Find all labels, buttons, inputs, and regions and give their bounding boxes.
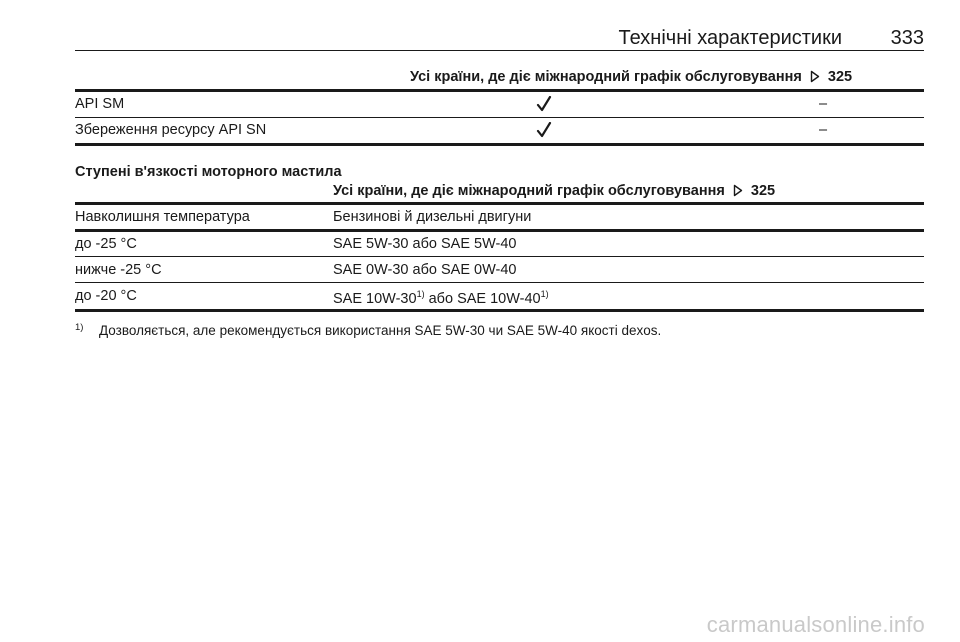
oil-grade-b: або SAE 10W-40 bbox=[424, 291, 541, 307]
oil-grade-a: SAE 10W-30 bbox=[333, 291, 417, 307]
table-cell-oil: SAE 5W-30 або SAE 5W-40 bbox=[333, 236, 517, 252]
page-number: 333 bbox=[890, 27, 924, 49]
watermark: carmanualsonline.info bbox=[706, 612, 925, 637]
page-reference-arrow-icon bbox=[810, 70, 820, 83]
table-cell-dash: – bbox=[819, 96, 828, 112]
table-bottom-rule bbox=[75, 309, 924, 312]
footnote-ref: 1) bbox=[416, 289, 425, 299]
footnote-text: Дозволяється, але рекомендується використання SAE 5W-30 чи SAE 5W-40 якості dexos. bbox=[99, 323, 662, 338]
manual-page bbox=[75, 0, 924, 642]
table-caption-text: Усі країни, де діє міжнародний графік обслуговування bbox=[333, 183, 725, 199]
table-cell-temperature: до -20 °C bbox=[75, 288, 137, 304]
page-title: Технічні характеристики bbox=[618, 27, 842, 49]
table-top-rule bbox=[75, 89, 924, 92]
table-cell-temperature: до -25 °C bbox=[75, 236, 137, 252]
table-caption bbox=[333, 182, 775, 200]
page-reference-link[interactable]: 325 bbox=[827, 69, 853, 85]
column-header-temperature: Навколишня температура bbox=[75, 209, 250, 225]
page-header bbox=[75, 24, 924, 51]
table-row-label: API SM bbox=[75, 96, 125, 112]
page-reference-link[interactable]: 325 bbox=[750, 183, 776, 199]
table-caption-text: Усі країни, де діє міжнародний графік обслуговування bbox=[410, 69, 802, 85]
checkmark-icon bbox=[536, 122, 552, 138]
section-title: Ступені в'язкості моторного мастила bbox=[75, 164, 342, 180]
table-cell-temperature: нижче -25 °C bbox=[75, 262, 162, 278]
row-divider bbox=[75, 256, 924, 257]
table-top-rule bbox=[75, 202, 924, 205]
table-cell-oil bbox=[333, 290, 549, 308]
table-bottom-rule bbox=[75, 143, 924, 146]
row-divider bbox=[75, 282, 924, 283]
checkmark-icon bbox=[536, 96, 552, 112]
footnote-ref: 1) bbox=[540, 289, 549, 299]
table-row-label: Збереження ресурсу API SN bbox=[75, 122, 267, 138]
page-reference-arrow-icon bbox=[733, 184, 743, 197]
table-caption bbox=[410, 68, 852, 86]
table-cell-oil: SAE 0W-30 або SAE 0W-40 bbox=[333, 262, 517, 278]
row-divider bbox=[75, 117, 924, 118]
header-bottom-rule bbox=[75, 229, 924, 232]
table-cell-dash: – bbox=[819, 122, 828, 138]
column-header-engines: Бензинові й дизельні двигуни bbox=[333, 209, 532, 225]
footnote-mark: 1) bbox=[75, 322, 84, 333]
